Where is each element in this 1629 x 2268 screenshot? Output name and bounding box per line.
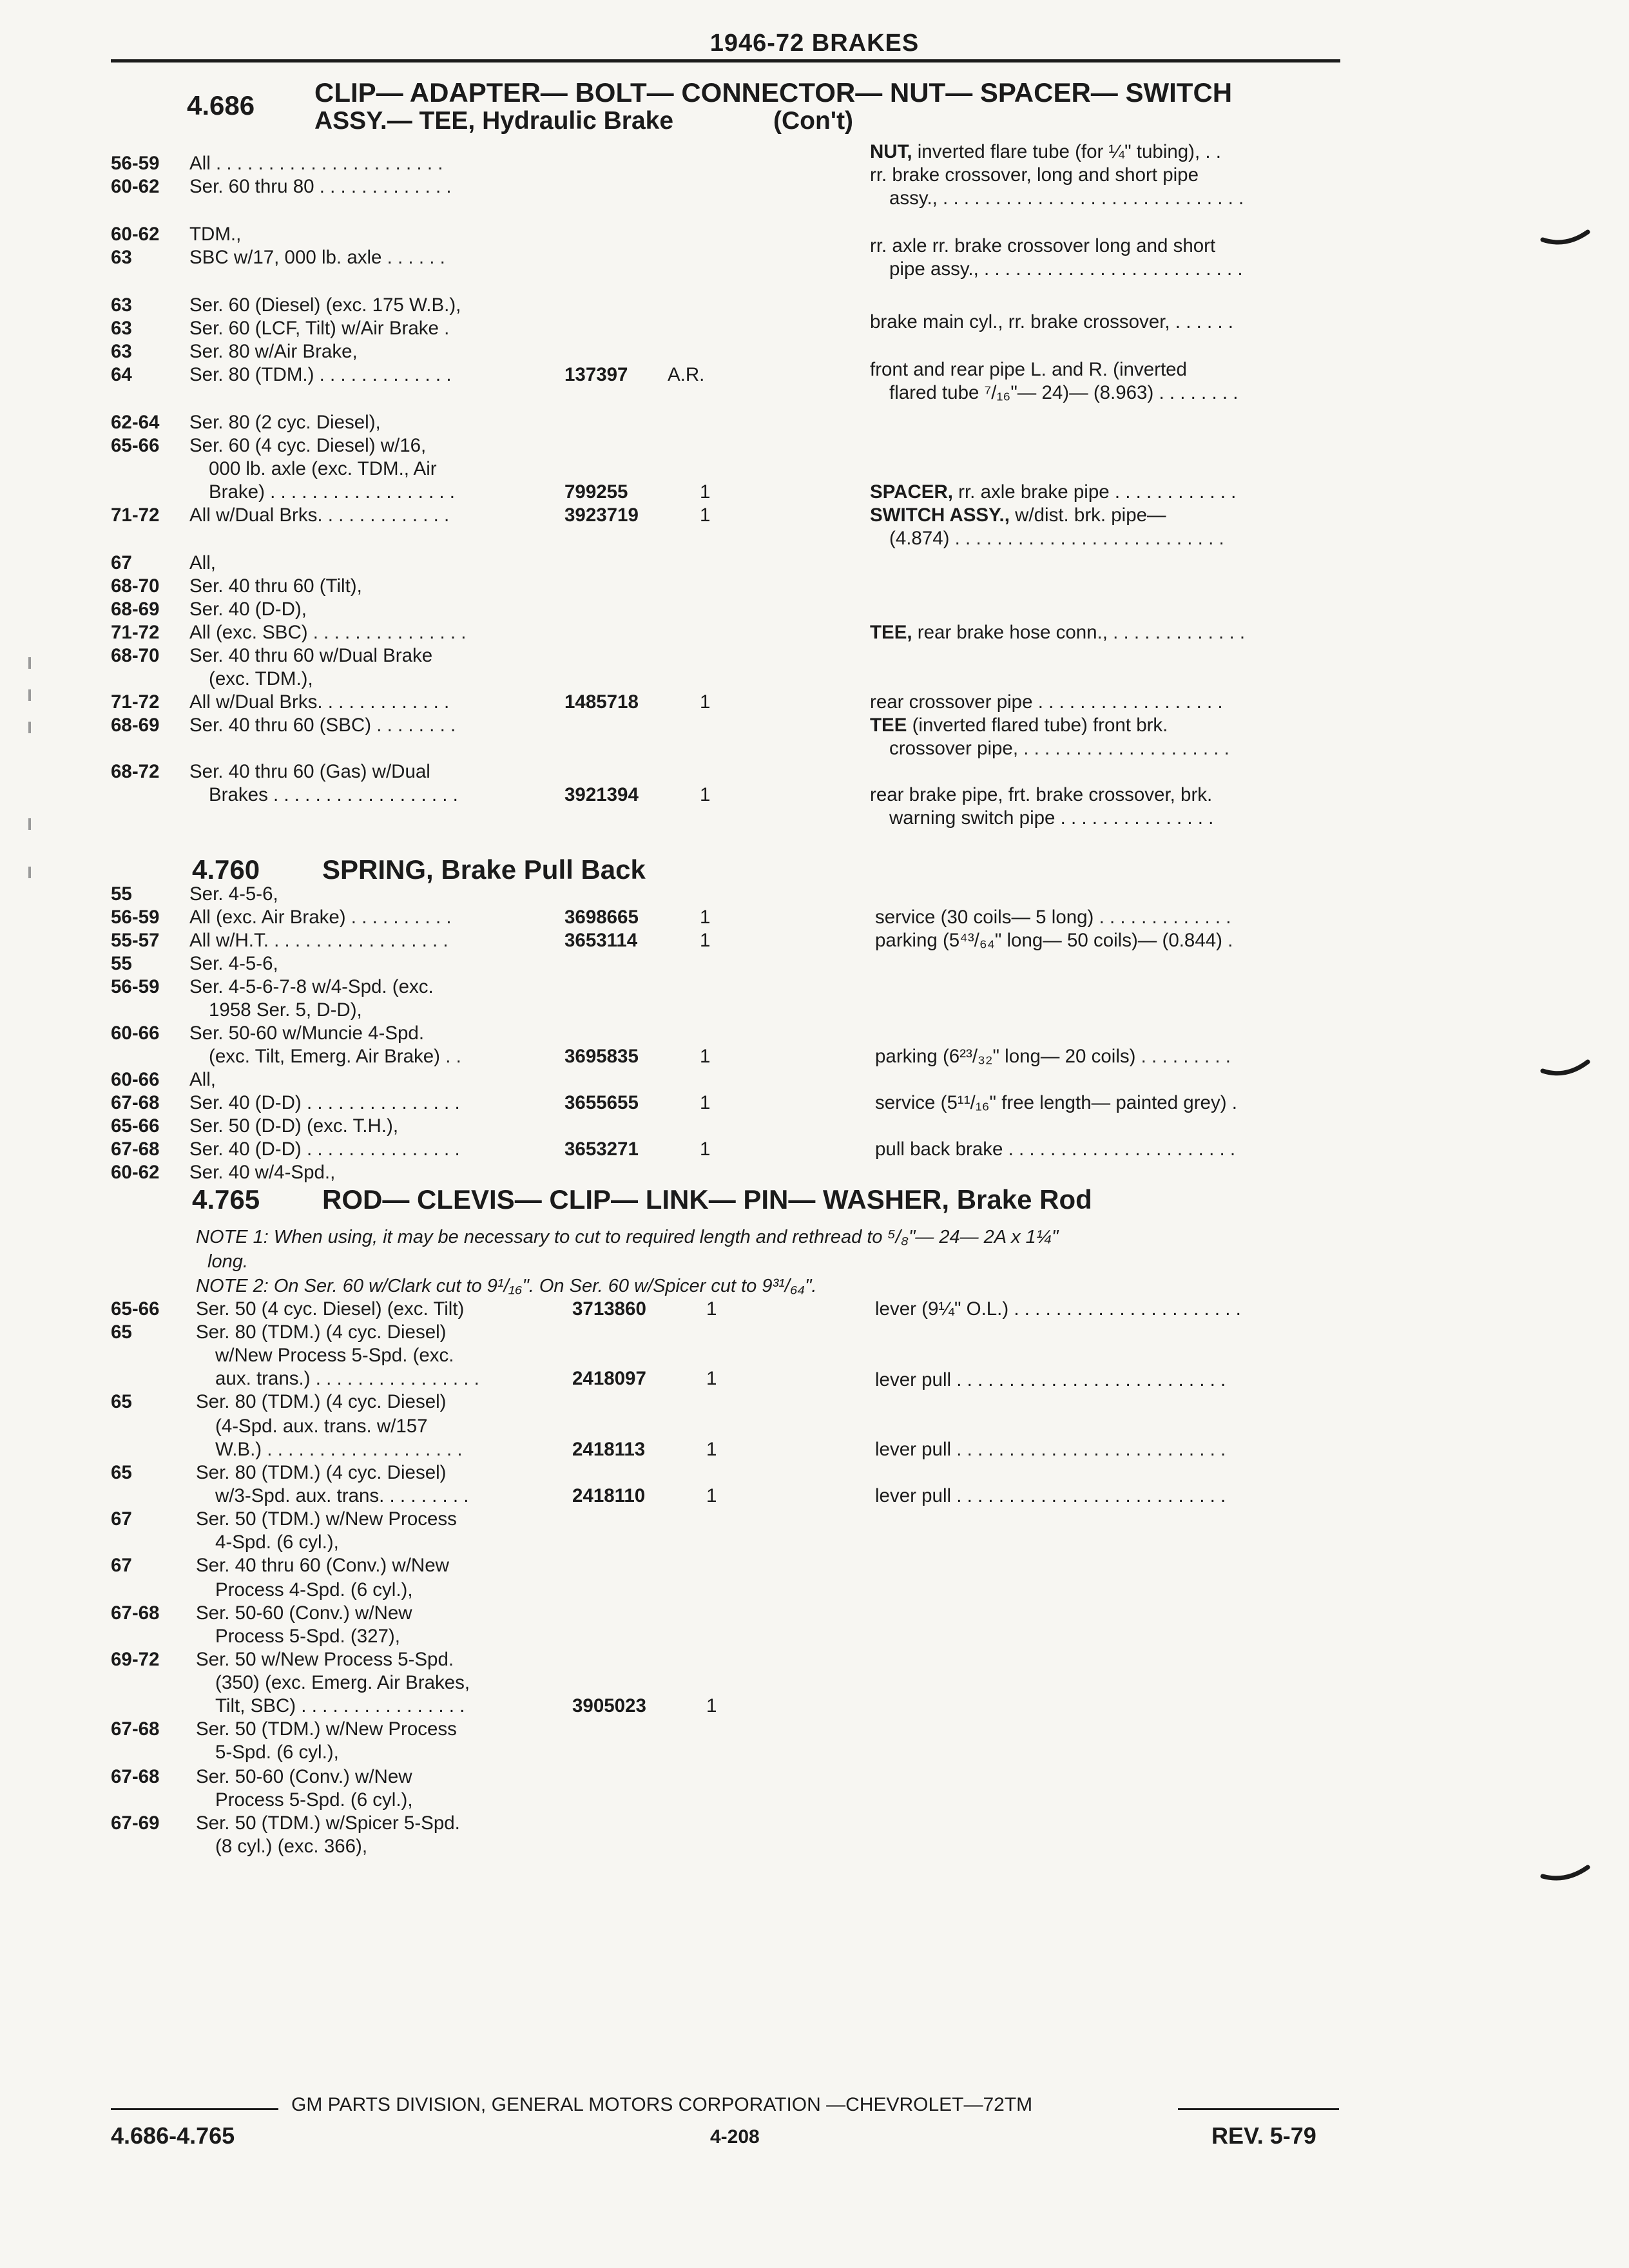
part-description xyxy=(889,258,1243,281)
part-name: TEE, xyxy=(870,622,918,643)
application-description: Ser. 50 (TDM.) w/New Process xyxy=(196,1718,457,1740)
part-number: 2418097 xyxy=(572,1368,646,1389)
scan-mark xyxy=(1540,1057,1592,1082)
part-description xyxy=(875,1298,1241,1321)
application-description: Ser. 50 (TDM.) w/Spicer 5-Spd. xyxy=(196,1812,460,1834)
model-year: 67-68 xyxy=(111,1718,160,1740)
part-number: 3655655 xyxy=(564,1092,639,1113)
application-description: Ser. 50 w/New Process 5-Spd. xyxy=(196,1649,454,1670)
application-description: All, xyxy=(189,1069,216,1090)
model-year: 63 xyxy=(111,247,132,268)
model-year: 68-69 xyxy=(111,715,160,736)
application-description: TDM., xyxy=(189,224,242,245)
part-detail: brake main cyl., rr. brake crossover, . . . . . . xyxy=(870,311,1233,332)
application-description: Ser. 60 (LCF, Tilt) w/Air Brake . xyxy=(189,318,450,339)
model-year: 69-72 xyxy=(111,1649,160,1670)
section-title-line2: ASSY.— TEE, Hydraulic Brake xyxy=(314,107,674,135)
part-detail: crossover pipe, . . . . . . . . . . . . . . . . . . . . xyxy=(889,738,1229,759)
part-detail: service (5¹¹/₁₆" free length— painted grey) . xyxy=(875,1092,1237,1113)
model-year: 68-69 xyxy=(111,599,160,620)
model-year: 55 xyxy=(111,953,132,974)
page-header-title: 1946-72 BRAKES xyxy=(709,30,920,57)
part-description xyxy=(870,311,1233,334)
section-title: ROD— CLEVIS— CLIP— LINK— PIN— WASHER, Brake Rod xyxy=(322,1184,1092,1215)
part-description xyxy=(875,1369,1226,1392)
application-description: Process 5-Spd. (327), xyxy=(215,1626,400,1647)
model-year: 65 xyxy=(111,1321,132,1343)
note-2: NOTE 2: On Ser. 60 w/Clark cut to 9¹/₁₆". On Ser. 60 w/Spicer cut to 9³¹/₆₄". xyxy=(196,1276,817,1296)
model-year: 65-66 xyxy=(111,1115,160,1137)
model-year: 67 xyxy=(111,1508,132,1530)
part-number: 137397 xyxy=(564,364,628,385)
part-detail: w/dist. brk. pipe— xyxy=(1015,505,1166,526)
model-year: 56-59 xyxy=(111,153,160,174)
part-detail: lever (9¼" O.L.) . . . . . . . . . . . . . . . . . . . . . . xyxy=(875,1298,1241,1320)
quantity: 1 xyxy=(700,1046,711,1067)
application-description: Ser. 50-60 w/Muncie 4-Spd. xyxy=(189,1023,425,1044)
model-year: 55 xyxy=(111,883,132,905)
model-year: 67-68 xyxy=(111,1602,160,1624)
application-description: Ser. 50-60 (Conv.) w/New xyxy=(196,1602,412,1624)
model-year: 71-72 xyxy=(111,691,160,713)
part-detail: rr. axle brake pipe . . . . . . . . . . . . xyxy=(958,481,1237,503)
application-description: Ser. 40 thru 60 (SBC) . . . . . . . . xyxy=(189,715,456,736)
quantity: 1 xyxy=(706,1368,717,1389)
part-description xyxy=(875,1438,1226,1461)
application-description: Ser. 40 w/4-Spd., xyxy=(189,1162,336,1183)
model-year: 65-66 xyxy=(111,435,160,456)
model-year: 67 xyxy=(111,1555,132,1576)
footer-range: 4.686-4.765 xyxy=(111,2122,235,2149)
application-description: Process 5-Spd. (6 cyl.), xyxy=(215,1789,413,1811)
application-description: Ser. 80 (TDM.) (4 cyc. Diesel) xyxy=(196,1462,447,1483)
part-description xyxy=(870,691,1223,714)
application-description: Ser. 80 (2 cyc. Diesel), xyxy=(189,412,381,433)
model-year: 68-70 xyxy=(111,575,160,597)
footer-rule-left xyxy=(111,2108,278,2110)
part-description xyxy=(870,140,1221,164)
part-number: 2418110 xyxy=(572,1485,646,1506)
part-number: 799255 xyxy=(564,481,628,503)
application-description: (4-Spd. aux. trans. w/157 xyxy=(215,1416,428,1437)
application-description: All w/Dual Brks. . . . . . . . . . . . . xyxy=(189,505,450,526)
part-description xyxy=(870,235,1215,258)
part-number: 3713860 xyxy=(572,1298,646,1320)
part-description xyxy=(870,783,1212,807)
footer-page-number: 4-208 xyxy=(710,2126,760,2148)
part-description xyxy=(870,714,1168,737)
part-number: 3921394 xyxy=(564,784,639,805)
quantity: 1 xyxy=(700,1139,711,1160)
part-description xyxy=(875,1138,1235,1161)
model-year: 63 xyxy=(111,318,132,339)
application-description: Tilt, SBC) . . . . . . . . . . . . . . . . xyxy=(215,1695,465,1716)
part-description xyxy=(875,1485,1226,1508)
application-description: All (exc. SBC) . . . . . . . . . . . . . . . xyxy=(189,622,467,643)
part-detail: lever pull . . . . . . . . . . . . . . . . . . . . . . . . . . xyxy=(875,1485,1226,1506)
model-year: 68-70 xyxy=(111,645,160,666)
footer-revision: REV. 5-79 xyxy=(1211,2122,1316,2149)
part-detail: rr. brake crossover, long and short pipe xyxy=(870,164,1199,186)
scan-mark xyxy=(1540,1862,1592,1888)
quantity: 1 xyxy=(700,1092,711,1113)
application-description: Ser. 4-5-6, xyxy=(189,953,278,974)
part-description xyxy=(889,381,1238,405)
quantity: 1 xyxy=(700,930,711,951)
section-number: 4.765 xyxy=(192,1184,260,1215)
application-description: Ser. 40 thru 60 w/Dual Brake xyxy=(189,645,433,666)
application-description: (350) (exc. Emerg. Air Brakes, xyxy=(215,1672,470,1693)
part-detail: front and rear pipe L. and R. (inverted xyxy=(870,359,1187,380)
quantity: 1 xyxy=(706,1485,717,1506)
model-year: 67-69 xyxy=(111,1812,160,1834)
model-year: 67-68 xyxy=(111,1766,160,1787)
application-description: Ser. 40 (D-D), xyxy=(189,599,307,620)
application-description: All (exc. Air Brake) . . . . . . . . . . xyxy=(189,907,452,928)
model-year: 71-72 xyxy=(111,622,160,643)
application-description: (exc. TDM.), xyxy=(209,668,313,689)
part-description xyxy=(875,929,1233,952)
part-description xyxy=(889,187,1244,210)
model-year: 55-57 xyxy=(111,930,160,951)
model-year: 68-72 xyxy=(111,761,160,782)
application-description: Ser. 50-60 (Conv.) w/New xyxy=(196,1766,412,1787)
application-description: Ser. 40 (D-D) . . . . . . . . . . . . . . . xyxy=(189,1092,460,1113)
quantity: 1 xyxy=(706,1298,717,1320)
footer-company: GM PARTS DIVISION, GENERAL MOTORS CORPORATION —CHEVROLET—72TM xyxy=(291,2094,1033,2115)
application-description: aux. trans.) . . . . . . . . . . . . . . . . xyxy=(215,1368,479,1389)
application-description: 000 lb. axle (exc. TDM., Air xyxy=(209,458,437,479)
application-description: Ser. 60 thru 80 . . . . . . . . . . . . . xyxy=(189,176,452,197)
section-number: 4.686 xyxy=(187,90,255,120)
scan-mark xyxy=(28,689,31,701)
part-name: SPACER, xyxy=(870,481,959,503)
scan-mark xyxy=(1540,226,1592,251)
application-description: Process 4-Spd. (6 cyl.), xyxy=(215,1579,413,1600)
part-detail: warning switch pipe . . . . . . . . . . . . . . . xyxy=(889,807,1214,829)
model-year: 65 xyxy=(111,1462,132,1483)
footer-rule-right xyxy=(1178,2108,1339,2110)
application-description: 1958 Ser. 5, D-D), xyxy=(209,999,362,1021)
part-detail: flared tube ⁷/₁₆"— 24)— (8.963) . . . . . . . . xyxy=(889,382,1239,403)
part-description xyxy=(889,737,1229,760)
application-description: Ser. 80 (TDM.) (4 cyc. Diesel) xyxy=(196,1391,447,1412)
application-description: Ser. 60 (Diesel) (exc. 175 W.B.), xyxy=(189,294,461,316)
section-title: CLIP— ADAPTER— BOLT— CONNECTOR— NUT— SPACER— SWITCH xyxy=(314,77,1233,108)
model-year: 65-66 xyxy=(111,1298,160,1320)
part-detail: pull back brake . . . . . . . . . . . . . . . . . . . . . . xyxy=(875,1139,1236,1160)
part-description xyxy=(870,481,1236,504)
application-description: Ser. 40 thru 60 (Conv.) w/New xyxy=(196,1555,449,1576)
application-description: w/New Process 5-Spd. (exc. xyxy=(215,1345,454,1366)
application-description: w/3-Spd. aux. trans. . . . . . . . . xyxy=(215,1485,469,1506)
part-detail: service (30 coils— 5 long) . . . . . . . . . . . . . xyxy=(875,907,1231,928)
model-year: 56-59 xyxy=(111,907,160,928)
section-continued: (Con't) xyxy=(773,107,854,135)
part-detail: rr. axle rr. brake crossover long and short xyxy=(870,235,1216,256)
model-year: 60-62 xyxy=(111,176,160,197)
part-detail: pipe assy., . . . . . . . . . . . . . . . . . . . . . . . . . xyxy=(889,258,1243,280)
note-1-continued: long. xyxy=(207,1251,248,1272)
part-description xyxy=(870,504,1166,527)
part-detail: inverted flare tube (for ¼" tubing), . . xyxy=(917,141,1221,162)
part-number: 1485718 xyxy=(564,691,639,713)
application-description: All w/Dual Brks. . . . . . . . . . . . . xyxy=(189,691,450,713)
part-description xyxy=(875,1045,1231,1068)
quantity: 1 xyxy=(706,1695,717,1716)
quantity: 1 xyxy=(700,691,711,713)
application-description: Brakes . . . . . . . . . . . . . . . . . . xyxy=(209,784,458,805)
quantity: 1 xyxy=(706,1439,717,1460)
part-name: TEE xyxy=(870,715,912,736)
application-description: (exc. Tilt, Emerg. Air Brake) . . xyxy=(209,1046,461,1067)
part-detail: rear brake hose conn., . . . . . . . . . . . . . xyxy=(917,622,1246,643)
application-description: SBC w/17, 000 lb. axle . . . . . . xyxy=(189,247,445,268)
part-detail: assy., . . . . . . . . . . . . . . . . . . . . . . . . . . . . . xyxy=(889,187,1244,209)
application-description: Ser. 80 (TDM.) . . . . . . . . . . . . . xyxy=(189,364,452,385)
application-description: Ser. 60 (4 cyc. Diesel) w/16, xyxy=(189,435,427,456)
application-description: Ser. 40 (D-D) . . . . . . . . . . . . . . . xyxy=(189,1139,460,1160)
part-detail: rear brake pipe, frt. brake crossover, brk. xyxy=(870,784,1213,805)
scan-mark xyxy=(28,818,31,830)
quantity: 1 xyxy=(700,481,711,503)
header-rule xyxy=(111,59,1340,62)
part-detail: parking (5⁴³/₆₄" long— 50 coils)— (0.844) . xyxy=(875,930,1233,951)
application-description: Ser. 50 (D-D) (exc. T.H.), xyxy=(189,1115,399,1137)
scan-mark xyxy=(28,657,31,669)
scan-mark xyxy=(28,722,31,733)
part-number: 3653114 xyxy=(564,930,638,951)
quantity: 1 xyxy=(700,907,711,928)
model-year: 65 xyxy=(111,1391,132,1412)
quantity: 1 xyxy=(700,784,711,805)
quantity: 1 xyxy=(700,505,711,526)
application-description: Ser. 40 thru 60 (Tilt), xyxy=(189,575,362,597)
application-description: All, xyxy=(189,552,216,573)
part-detail: rear crossover pipe . . . . . . . . . . . . . . . . . . xyxy=(870,691,1223,713)
application-description: Ser. 80 w/Air Brake, xyxy=(189,341,358,362)
part-name: NUT, xyxy=(870,141,918,162)
scan-mark xyxy=(28,867,31,878)
part-description xyxy=(870,164,1199,187)
model-year: 56-59 xyxy=(111,976,160,997)
application-description: Ser. 50 (4 cyc. Diesel) (exc. Tilt) xyxy=(196,1298,465,1320)
model-year: 71-72 xyxy=(111,505,160,526)
application-description: W.B.) . . . . . . . . . . . . . . . . . . . xyxy=(215,1439,463,1460)
model-year: 63 xyxy=(111,294,132,316)
application-description: Ser. 4-5-6, xyxy=(189,883,278,905)
part-number: 3653271 xyxy=(564,1139,639,1160)
part-number: 3905023 xyxy=(572,1695,646,1716)
part-name: SWITCH ASSY., xyxy=(870,505,1016,526)
part-number: 3698665 xyxy=(564,907,639,928)
part-number: 3695835 xyxy=(564,1046,639,1067)
application-description: Ser. 4-5-6-7-8 w/4-Spd. (exc. xyxy=(189,976,434,997)
model-year: 63 xyxy=(111,341,132,362)
application-description: 4-Spd. (6 cyl.), xyxy=(215,1532,339,1553)
application-description: Ser. 80 (TDM.) (4 cyc. Diesel) xyxy=(196,1321,447,1343)
application-description: (8 cyl.) (exc. 366), xyxy=(215,1836,368,1857)
part-detail: (4.874) . . . . . . . . . . . . . . . . . . . . . . . . . . xyxy=(889,528,1224,549)
model-year: 60-66 xyxy=(111,1023,160,1044)
application-description: Ser. 50 (TDM.) w/New Process xyxy=(196,1508,457,1530)
application-description: Ser. 40 thru 60 (Gas) w/Dual xyxy=(189,761,430,782)
part-description xyxy=(870,358,1187,381)
model-year: 60-62 xyxy=(111,1162,160,1183)
model-year: 60-62 xyxy=(111,224,160,245)
section-number: 4.760 xyxy=(192,854,260,885)
note-1: NOTE 1: When using, it may be necessary to cut to required length and rethread to ⁵/₈"— 24— 2A x 1¼" xyxy=(196,1227,1059,1247)
part-detail: parking (6²³/₃₂" long— 20 coils) . . . . . . . . . xyxy=(875,1046,1231,1067)
part-description xyxy=(870,621,1245,644)
part-number: 2418113 xyxy=(572,1439,646,1460)
part-description xyxy=(875,1091,1237,1115)
application-description: 5-Spd. (6 cyl.), xyxy=(215,1742,339,1763)
model-year: 67-68 xyxy=(111,1092,160,1113)
model-year: 60-66 xyxy=(111,1069,160,1090)
application-description: All w/H.T. . . . . . . . . . . . . . . . . . xyxy=(189,930,448,951)
part-number: 3923719 xyxy=(564,505,639,526)
application-description: Brake) . . . . . . . . . . . . . . . . . . xyxy=(209,481,455,503)
model-year: 62-64 xyxy=(111,412,160,433)
model-year: 64 xyxy=(111,364,132,385)
part-description xyxy=(889,807,1213,830)
part-description xyxy=(875,906,1231,929)
model-year: 67 xyxy=(111,552,132,573)
part-detail: lever pull . . . . . . . . . . . . . . . . . . . . . . . . . . xyxy=(875,1369,1226,1390)
part-description xyxy=(889,527,1224,550)
part-detail: (inverted flared tube) front brk. xyxy=(912,715,1168,736)
quantity: A.R. xyxy=(668,364,705,385)
application-description: All . . . . . . . . . . . . . . . . . . . . . . xyxy=(189,153,443,174)
model-year: 67-68 xyxy=(111,1139,160,1160)
section-title: SPRING, Brake Pull Back xyxy=(322,854,646,885)
part-detail: lever pull . . . . . . . . . . . . . . . . . . . . . . . . . . xyxy=(875,1439,1226,1460)
